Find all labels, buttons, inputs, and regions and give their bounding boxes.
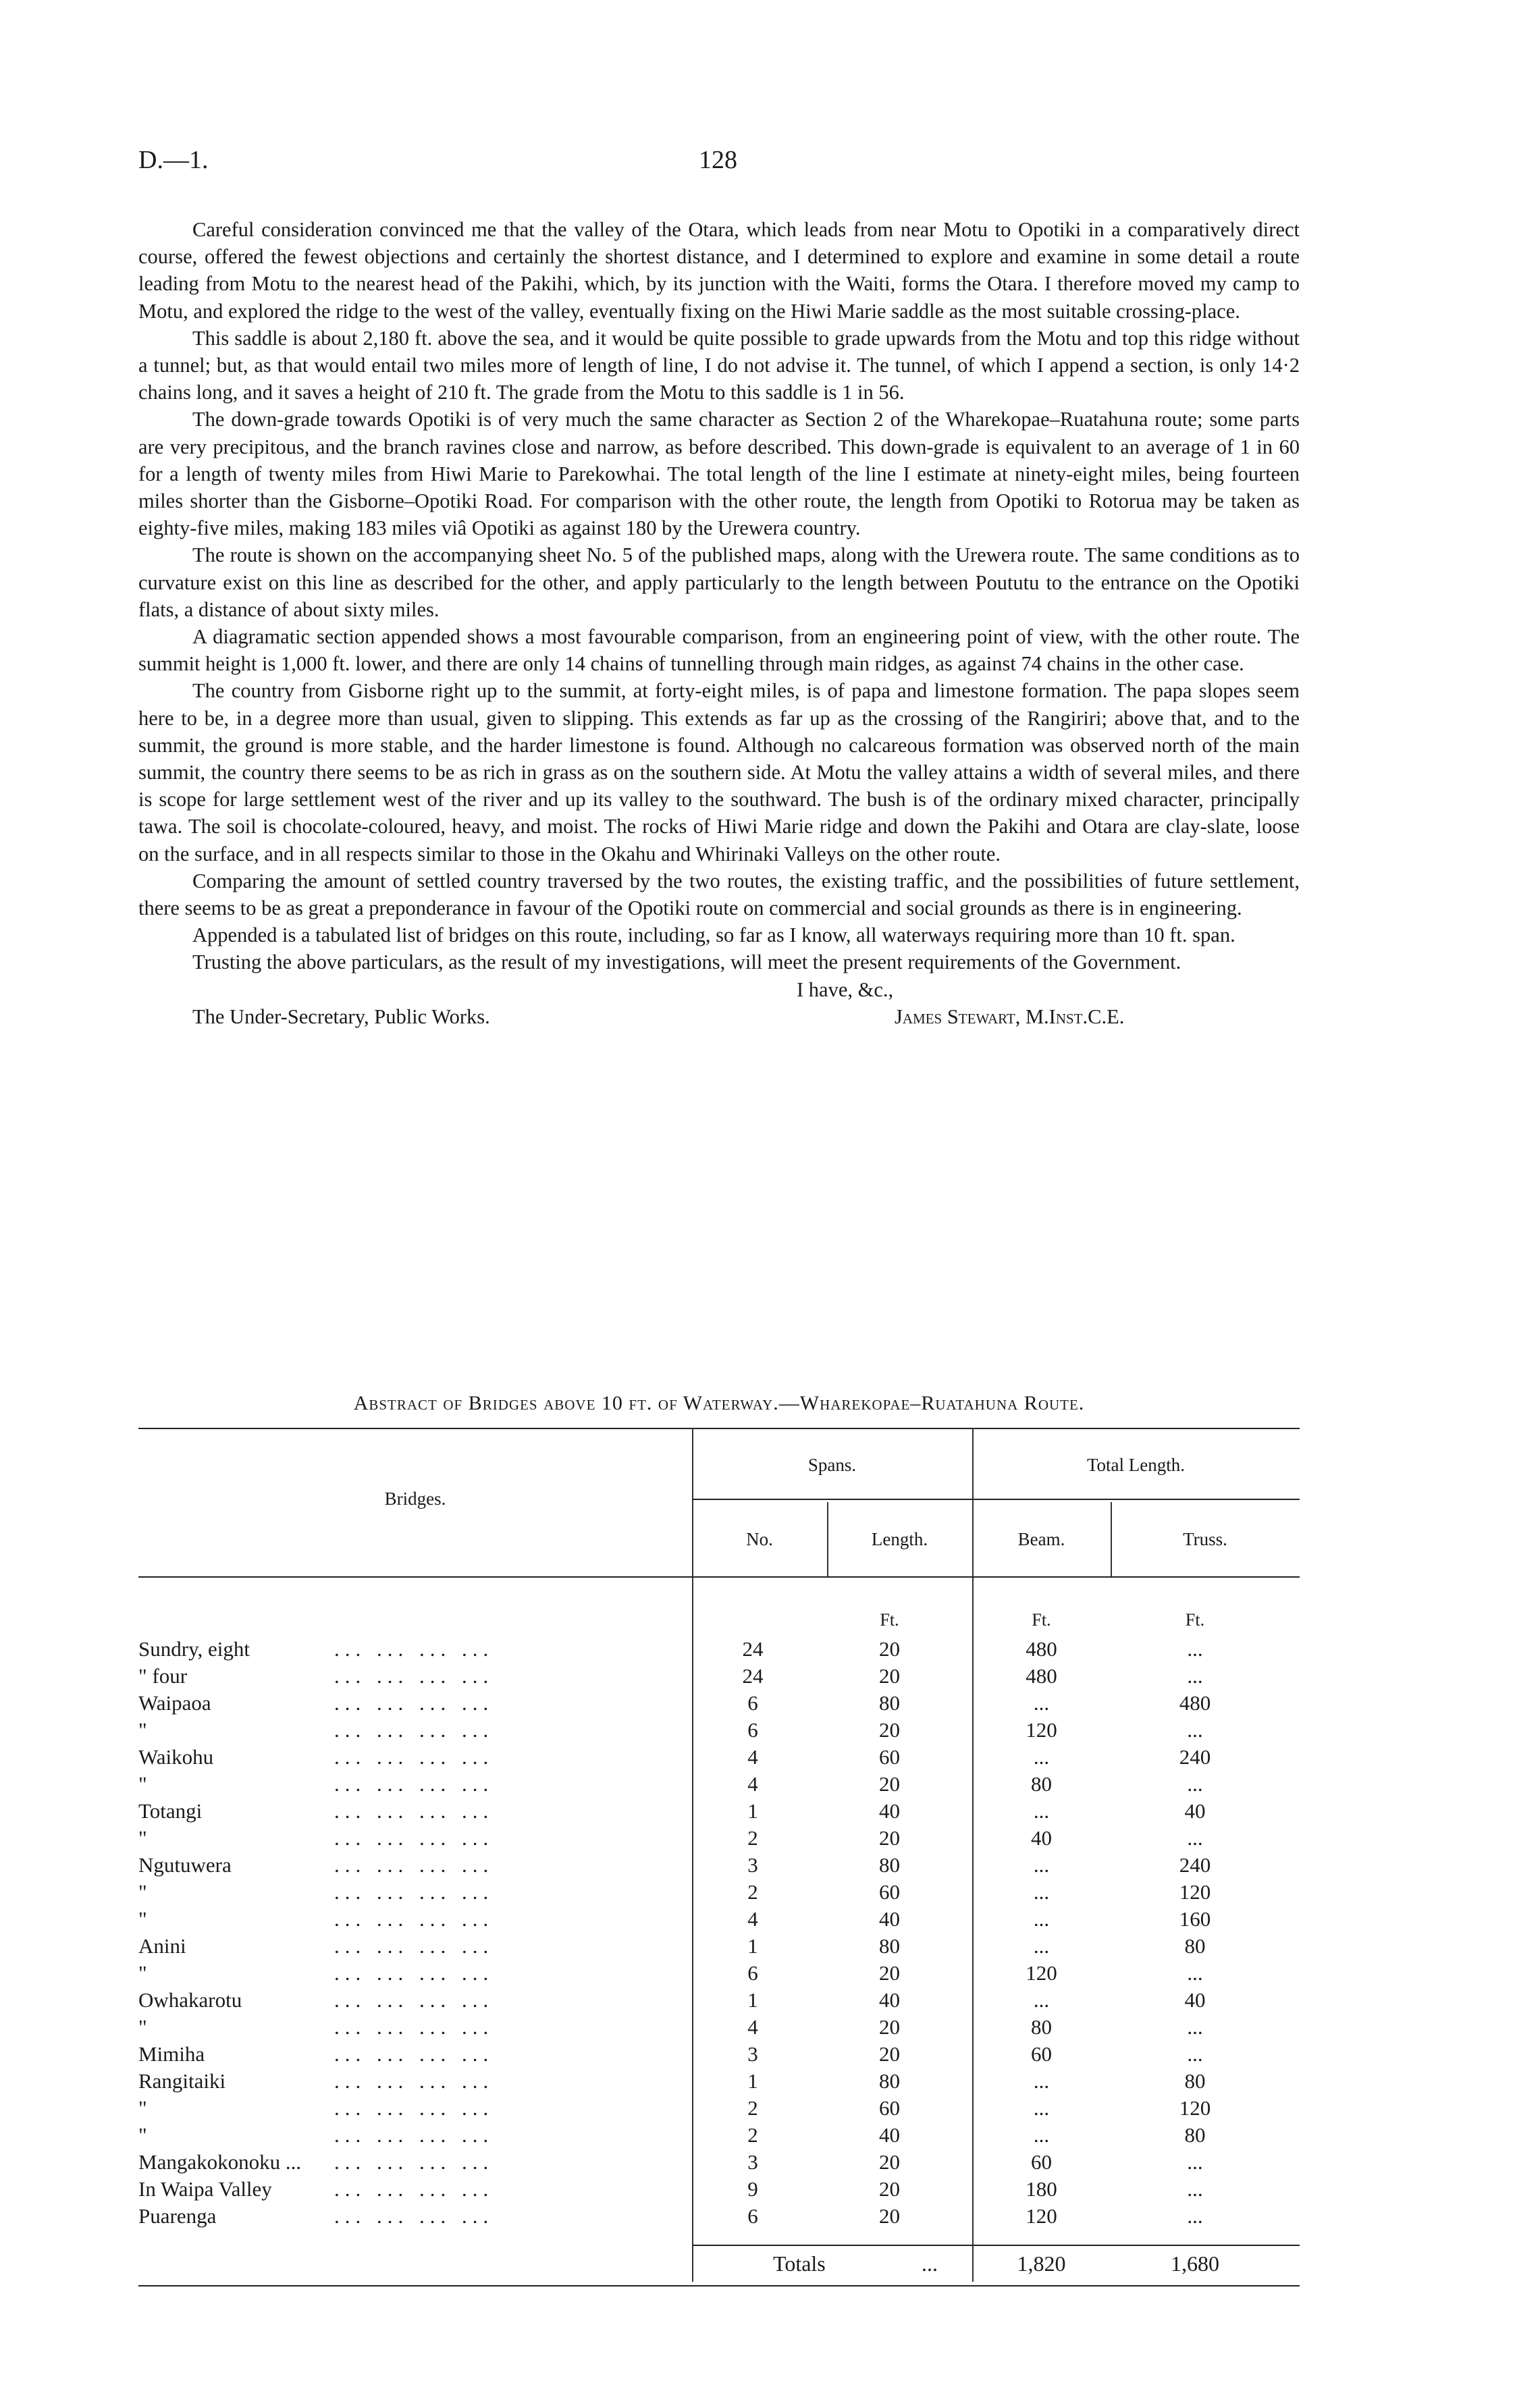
beam-length: ...: [1033, 2123, 1050, 2147]
beam-length: ...: [1033, 1907, 1050, 1931]
span-length: 60: [879, 1745, 900, 1769]
beam-length: 60: [1031, 2150, 1052, 2174]
table-row: [138, 1826, 1300, 1853]
span-length: 20: [879, 2015, 900, 2039]
span-count: 1: [747, 1799, 758, 1823]
bridge-name: Mangakokonoku ...: [138, 2150, 302, 2174]
truss-length: 80: [1184, 1934, 1206, 1958]
truss-length: ...: [1187, 1961, 1203, 1985]
beam-length: ...: [1033, 2096, 1050, 2120]
table-row: [138, 1772, 1300, 1799]
beam-length: ...: [1033, 1799, 1050, 1823]
span-count: 24: [742, 1664, 764, 1688]
truss-unit: Ft.: [1185, 1610, 1205, 1630]
leader-dots: ... ... ... ...: [334, 1718, 494, 1742]
table-row: [138, 1907, 1300, 1934]
span-length: 80: [879, 1691, 900, 1715]
span-count: 4: [747, 1907, 758, 1931]
table-row: [138, 2042, 1300, 2069]
span-count: 2: [747, 1880, 758, 1904]
truss-length: 480: [1179, 1691, 1211, 1715]
leader-dots: ... ... ... ...: [334, 2096, 494, 2120]
span-count: 2: [747, 2096, 758, 2120]
span-count: 1: [747, 2069, 758, 2093]
bridge-name: ": [138, 2096, 147, 2120]
beam-unit: Ft.: [1032, 1610, 1051, 1630]
bridge-name: ": [138, 2015, 147, 2039]
leader-dots: ... ... ... ...: [334, 1988, 494, 2012]
table-row: [138, 1718, 1300, 1745]
beam-length: 480: [1026, 1664, 1057, 1688]
table-row: [138, 2204, 1300, 2231]
bridge-name: Ngutuwera: [138, 1853, 232, 1877]
beam-length: 120: [1026, 1718, 1057, 1742]
span-count: 1: [747, 1934, 758, 1958]
letter-body: [138, 216, 1300, 1030]
total-length-column-header: Total Length.: [1086, 1455, 1186, 1475]
beam-length: 120: [1026, 1961, 1057, 1985]
bridge-name: Owhakarotu: [138, 1988, 242, 2012]
table-row: [138, 2069, 1300, 2096]
paragraph: Comparing the amount of settled country traversed by the two routes, the existing traffic, and the possibilities of future settlement, there seems to be as great a preponderance in favour of the Opotiki route on commercial and social grounds as there is in engineering.: [138, 869, 1300, 920]
document-reference: D.—1.: [138, 146, 209, 174]
truss-length: 80: [1184, 2069, 1206, 2093]
header-subrule: [692, 1499, 1300, 1500]
truss-length: 40: [1184, 1799, 1206, 1823]
leader-dots: ... ... ... ...: [334, 2177, 494, 2201]
bridge-name: Puarenga: [138, 2204, 217, 2228]
total-beam: 1,820: [1017, 2251, 1066, 2276]
leader-dots: ... ... ... ...: [334, 2042, 494, 2066]
span-length: 20: [879, 2150, 900, 2174]
bridge-name: Anini: [138, 1934, 186, 1958]
bridge-name: Mimiha: [138, 2042, 205, 2066]
span-count: 6: [747, 1961, 758, 1985]
totals-row: [138, 2251, 1300, 2281]
table-row: [138, 2177, 1300, 2204]
totals-label: Totals: [773, 2251, 826, 2276]
closing-line-2: [138, 1003, 1300, 1030]
beam-length: 480: [1026, 1637, 1057, 1661]
length-unit: Ft.: [880, 1610, 899, 1630]
leader-dots: ... ... ... ...: [334, 1691, 494, 1715]
bridges-column-header: Bridges.: [384, 1489, 446, 1509]
truss-length: 80: [1184, 2123, 1206, 2147]
bridge-name: ": [138, 1961, 147, 1985]
truss-length: ...: [1187, 2015, 1203, 2039]
signatory: James Stewart, M.Inst.C.E.: [895, 1005, 1125, 1028]
span-count: 6: [747, 2204, 758, 2228]
bridge-name: Totangi: [138, 1799, 203, 1823]
bridge-name: In Waipa Valley: [138, 2177, 272, 2201]
truss-length: ...: [1187, 1826, 1203, 1850]
bridge-name: ": [138, 1826, 147, 1850]
paragraph: The down-grade towards Opotiki is of very much the same character as Section 2 of the Wharekopae–Ruatahuna route; some parts are very precipitous, and the branch ravines close and narrow, as before described. This down-grade is equivalent to an average of 1 in 60 for a length of twenty miles from Hiwi Marie to Parekowhai. The total length of the line I estimate at ninety-eight miles, being fourteen miles shorter than the Gisborne–Opotiki Road. For comparison with the other route, the length from Opotiki to Rotorua may be taken as eighty-five miles, making 183 miles viâ Opotiki as against 180 by the Urewera country.: [138, 408, 1300, 540]
paragraph: Trusting the above particulars, as the result of my investigations, will meet the present requirements of the Government.: [192, 951, 1181, 974]
page-number: 128: [699, 146, 737, 174]
bridge-name: ": [138, 1907, 147, 1931]
leader-dots: ... ... ... ...: [334, 1826, 494, 1850]
table-row: [138, 1745, 1300, 1772]
span-length: 20: [879, 2204, 900, 2228]
paragraph: Appended is a tabulated list of bridges on this route, including, so far as I know, all waterways requiring more than 10 ft. span.: [192, 924, 1235, 947]
table-row: [138, 1637, 1300, 1664]
bridge-name: Rangitaiki: [138, 2069, 226, 2093]
span-count: 4: [747, 2015, 758, 2039]
table-row: [138, 1961, 1300, 1988]
truss-length: 40: [1184, 1988, 1206, 2012]
bridge-name: Waipaoa: [138, 1691, 211, 1715]
span-count: 4: [747, 1745, 758, 1769]
table-row: [138, 1853, 1300, 1880]
addressee: The Under-Secretary, Public Works.: [192, 1005, 490, 1028]
truss-length: ...: [1187, 2204, 1203, 2228]
beam-column-header: Beam.: [1017, 1529, 1065, 1549]
page-header: [138, 145, 1306, 179]
span-length: 40: [879, 1988, 900, 2012]
span-length: 80: [879, 2069, 900, 2093]
units-row: [138, 1610, 1300, 1637]
leader-dots: ... ... ... ...: [334, 2204, 494, 2228]
span-length: 80: [879, 1934, 900, 1958]
leader-dots: ... ... ... ...: [334, 2015, 494, 2039]
leader-dots: ... ... ... ...: [334, 2150, 494, 2174]
beam-length: ...: [1033, 1934, 1050, 1958]
totals-leader: ...: [922, 2251, 938, 2276]
truss-length: ...: [1187, 1772, 1203, 1796]
beam-length: 80: [1031, 2015, 1052, 2039]
span-count: 3: [747, 1853, 758, 1877]
bridge-name: Sundry, eight: [138, 1637, 250, 1661]
span-length: 40: [879, 2123, 900, 2147]
span-count: 9: [747, 2177, 758, 2201]
span-length: 20: [879, 1637, 900, 1661]
table-row: [138, 2150, 1300, 2177]
span-length: 20: [879, 2177, 900, 2201]
bridge-name: ": [138, 1718, 147, 1742]
beam-length: ...: [1033, 1745, 1050, 1769]
leader-dots: ... ... ... ...: [334, 1880, 494, 1904]
totals-rule: [692, 2245, 1300, 2246]
paragraph: The country from Gisborne right up to the summit, at forty-eight miles, is of papa and limestone formation. The papa slopes seem here to be, in a degree more than usual, given to slipping. This extends as far up as the crossing of the Rangiriri; above that, and to the summit, the ground is more stable, and the harder limestone is found. Although no calcareous formation was observed north of the main summit, the country there seems to be as rich in grass as on the southern side. At Motu the valley attains a width of several miles, and there is scope for large settlement west of the river and up its valley to the southward. The bush is of the ordinary mixed character, principally tawa. The soil is chocolate-coloured, heavy, and moist. The rocks of Hiwi Marie ridge and down the Pakihi and Otara are clay-slate, loose on the surface, and in all respects similar to those in the Okahu and Whirinaki Valleys on the other route.: [138, 679, 1300, 865]
leader-dots: ... ... ... ...: [334, 1637, 494, 1661]
total-truss: 1,680: [1171, 2251, 1219, 2276]
closing-salutation: I have, &c.,: [797, 978, 894, 1001]
bridge-name: ": [138, 2123, 147, 2147]
span-count: 6: [747, 1718, 758, 1742]
span-length: 80: [879, 1853, 900, 1877]
truss-length: 120: [1179, 1880, 1211, 1904]
beam-length: ...: [1033, 1853, 1050, 1877]
span-count: 2: [747, 1826, 758, 1850]
span-count: 4: [747, 1772, 758, 1796]
table-row: [138, 1988, 1300, 2015]
leader-dots: ... ... ... ...: [334, 2123, 494, 2147]
beam-length: ...: [1033, 1988, 1050, 2012]
span-count: 2: [747, 2123, 758, 2147]
table-title: Abstract of Bridges above 10 ft. of Waterway.—Wharekopae–Ruatahuna Route.: [353, 1392, 1085, 1414]
truss-length: ...: [1187, 1718, 1203, 1742]
span-count: 3: [747, 2042, 758, 2066]
truss-length: ...: [1187, 2150, 1203, 2174]
leader-dots: ... ... ... ...: [334, 1853, 494, 1877]
span-length: 20: [879, 1718, 900, 1742]
no-column-header: No.: [746, 1529, 773, 1549]
truss-length: ...: [1187, 2042, 1203, 2066]
beam-length: ...: [1033, 1691, 1050, 1715]
beam-length: 120: [1026, 2204, 1057, 2228]
table-row: [138, 2123, 1300, 2150]
span-length: 20: [879, 1664, 900, 1688]
table-row: [138, 1799, 1300, 1826]
leader-dots: ... ... ... ...: [334, 1934, 494, 1958]
span-count: 1: [747, 1988, 758, 2012]
span-length: 40: [879, 1907, 900, 1931]
beam-length: ...: [1033, 2069, 1050, 2093]
truss-length: 240: [1179, 1853, 1211, 1877]
length-column-header: Length.: [871, 1529, 928, 1549]
bridges-table: [138, 1428, 1300, 2285]
bridge-name: ": [138, 1880, 147, 1904]
span-count: 24: [742, 1637, 764, 1661]
table-row: [138, 1664, 1300, 1691]
table-body: [138, 1610, 1300, 2231]
truss-length: ...: [1187, 1664, 1203, 1688]
leader-dots: ... ... ... ...: [334, 2069, 494, 2093]
beam-length: 40: [1031, 1826, 1052, 1850]
truss-length: 240: [1179, 1745, 1211, 1769]
leader-dots: ... ... ... ...: [334, 1664, 494, 1688]
table-bottom-rule: [138, 2285, 1300, 2286]
table-row: [138, 1934, 1300, 1961]
leader-dots: ... ... ... ...: [334, 1745, 494, 1769]
paragraph: Careful consideration convinced me that the valley of the Otara, which leads from near Motu to Opotiki in a comparatively direct course, offered the fewest objections and certainly the shortest distance, and I determined to explore and examine in some detail a route leading from Motu to the nearest head of the Pakihi, which, by its junction with the Waiti, forms the Otara. I therefore moved my camp to Motu, and explored the ridge to the west of the valley, eventually fixing on the Hiwi Marie saddle as the most suitable crossing-place.: [138, 218, 1300, 323]
table-row: [138, 2015, 1300, 2042]
bridge-name: ": [138, 1772, 147, 1796]
beam-length: 60: [1031, 2042, 1052, 2066]
span-length: 60: [879, 1880, 900, 1904]
truss-length: ...: [1187, 2177, 1203, 2201]
paragraph: A diagramatic section appended shows a most favourable comparison, from an engineering point of view, with the other route. The summit height is 1,000 ft. lower, and there are only 14 chains of tunnelling through main ridges, as against 74 chains in the other case.: [138, 625, 1300, 676]
truss-length: 120: [1179, 2096, 1211, 2120]
leader-dots: ... ... ... ...: [334, 1961, 494, 1985]
span-length: 60: [879, 2096, 900, 2120]
span-length: 20: [879, 1826, 900, 1850]
span-length: 20: [879, 1772, 900, 1796]
bridge-name: Waikohu: [138, 1745, 214, 1769]
span-count: 3: [747, 2150, 758, 2174]
truss-length: 160: [1179, 1907, 1211, 1931]
closing-line-1: [138, 976, 1300, 1003]
leader-dots: ... ... ... ...: [334, 1799, 494, 1823]
span-length: 20: [879, 2042, 900, 2066]
beam-length: 180: [1026, 2177, 1057, 2201]
span-count: 6: [747, 1691, 758, 1715]
spans-column-header: Spans.: [807, 1455, 857, 1475]
span-length: 20: [879, 1961, 900, 1985]
leader-dots: ... ... ... ...: [334, 1907, 494, 1931]
paragraph: The route is shown on the accompanying sheet No. 5 of the published maps, along with the Urewera route. The same conditions as to curvature exist on this line as described for the other, and apply particularly to the length between Poututu to the entrance on the Opotiki flats, a distance of about sixty miles.: [138, 543, 1300, 621]
table-row: [138, 1691, 1300, 1718]
beam-length: 80: [1031, 1772, 1052, 1796]
truss-column-header: Truss.: [1183, 1529, 1227, 1549]
span-length: 40: [879, 1799, 900, 1823]
paragraph: This saddle is about 2,180 ft. above the sea, and it would be quite possible to grade upwards from the Motu and top this ridge without a tunnel; but, as that would entail two miles more of length of line, I do not advise it. The tunnel, of which I append a section, is only 14·2 chains long, and it saves a height of 210 ft. The grade from the Motu to this saddle is 1 in 56.: [138, 326, 1300, 404]
bridge-name: " four: [138, 1664, 188, 1688]
beam-length: ...: [1033, 1880, 1050, 1904]
table-top-rule: [138, 1428, 1300, 1429]
table-row: [138, 1880, 1300, 1907]
table-row: [138, 2096, 1300, 2123]
truss-length: ...: [1187, 1637, 1203, 1661]
header-bottom-rule: [138, 1576, 1300, 1578]
leader-dots: ... ... ... ...: [334, 1772, 494, 1796]
